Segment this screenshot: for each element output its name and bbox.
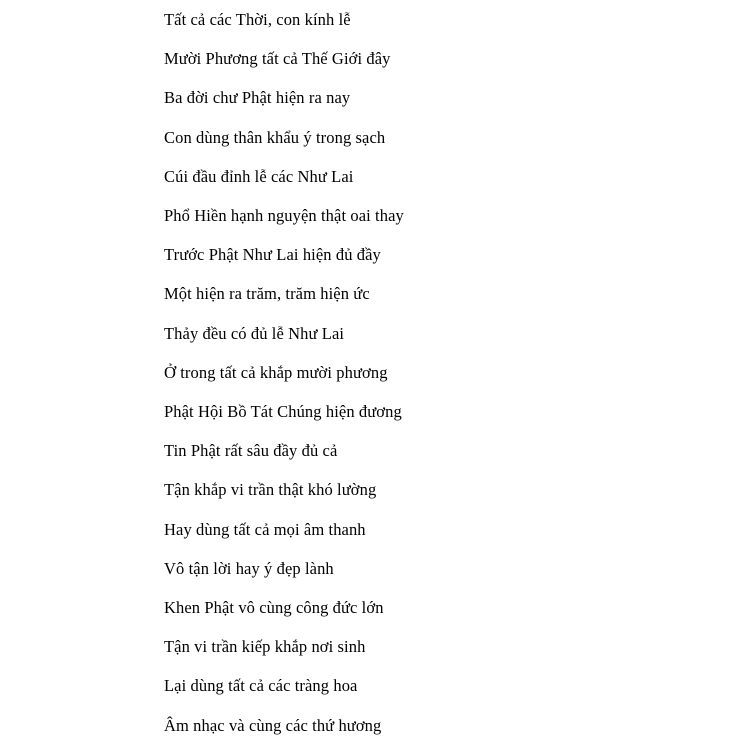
verse-line: Tận khắp vi trần thật khó lường [164, 480, 377, 500]
verse-line: Tất cả các Thời, con kính lễ [164, 10, 351, 29]
verse-line: Vô tận lời hay ý đẹp lành [164, 558, 334, 578]
verse-line: Mười Phương tất cả Thế Giới đây [164, 49, 391, 69]
verse-line: Thảy đều có đủ lễ Như Lai [164, 323, 345, 343]
verse-line: Cúi đầu đỉnh lễ các Như Lai [164, 166, 354, 186]
verse-line: Hay dùng tất cả mọi âm thanh [164, 519, 366, 539]
verse-text-block [164, 0, 684, 745]
verse-line: Phổ Hiền hạnh nguyện thật oai thay [164, 206, 404, 226]
verse-line: Lại dùng tất cả các tràng hoa [164, 676, 358, 696]
verse-line: Một hiện ra trăm, trăm hiện ức [164, 284, 370, 304]
verse-line: Phật Hội Bồ Tát Chúng hiện đương [164, 402, 402, 422]
verse-line: Con dùng thân khẩu ý trong sạch [164, 127, 386, 147]
verse-line: Tận vi trần kiếp khắp nơi sinh [164, 637, 366, 657]
verse-line: Trước Phật Như Lai hiện đủ đầy [164, 245, 381, 265]
verse-line: Ba đời chư Phật hiện ra nay [164, 88, 351, 108]
verse-line: Tin Phật rất sâu đầy đủ cả [164, 441, 338, 461]
verse-line: Ở trong tất cả khắp mười phương [164, 362, 388, 382]
verse-line: Khen Phật vô cùng công đức lớn [164, 598, 384, 618]
verse-line: Âm nhạc và cùng các thứ hương [164, 715, 382, 735]
